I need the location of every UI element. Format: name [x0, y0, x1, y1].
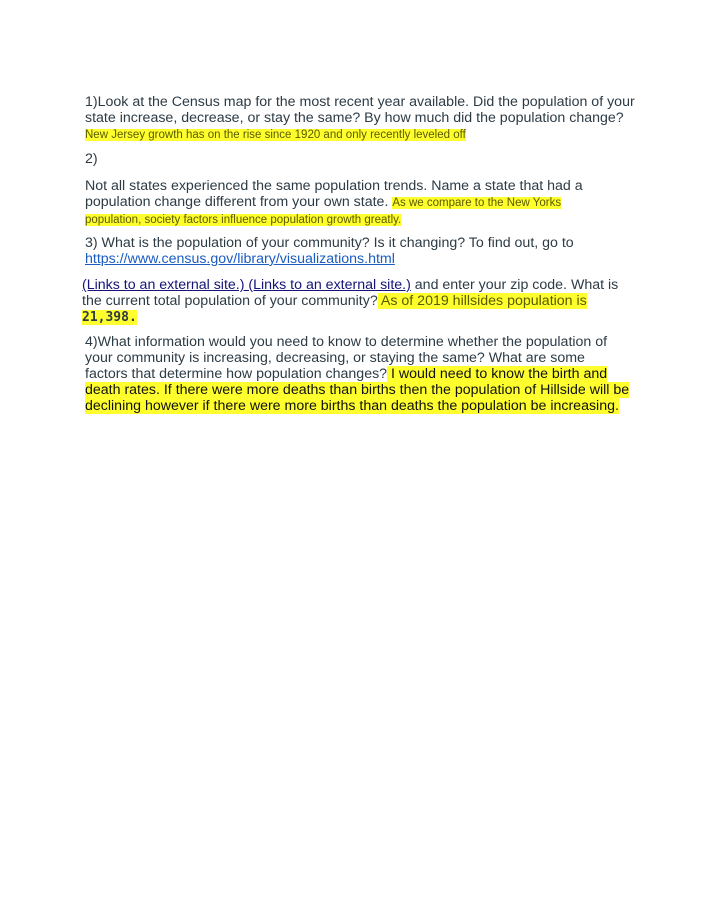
- question-1-paragraph: [85, 94, 645, 143]
- census-visualizations-link[interactable]: https://www.census.gov/library/visualizations.html: [85, 251, 395, 267]
- question-3-continued-paragraph: [82, 277, 632, 326]
- question-2-label: 2): [85, 151, 98, 167]
- question-2-paragraph: [85, 178, 585, 228]
- answer-1-text: New Jersey growth has on the rise since 1920 and only recently leveled off: [85, 129, 466, 141]
- question-4-text: 4)What information would you need to know to determine whether the population of your community is increasing, decreasing, or staying the same? What are some factors that determine how population changes?: [85, 334, 608, 382]
- question-3-continued-text: and enter your zip code. What is the current total population of your community?: [82, 277, 619, 309]
- question-2-number: [85, 151, 98, 167]
- external-site-link-2[interactable]: (Links to an external site.): [244, 277, 411, 293]
- answer-4-text: I would need to know the birth and death rates. If there were more deaths than births then the population of Hillside will be declining however if there were more births than deaths the population be increasing.: [85, 366, 630, 414]
- question-2-text: Not all states experienced the same population trends. Name a state that had a population change different from your own state.: [85, 178, 583, 210]
- question-3-text: 3) What is the population of your community? Is it changing? To find out, go to: [85, 235, 574, 251]
- answer-3-number: 21,398.: [82, 310, 137, 325]
- question-3-paragraph: [85, 235, 645, 267]
- question-1-text: 1)Look at the Census map for the most recent year available. Did the population of your state increase, decrease, or stay the same? By how much did the population change?: [85, 94, 635, 126]
- answer-2-text: As we compare to the New Yorks population, society factors influence population growth greatly.: [85, 197, 562, 226]
- external-site-link-1[interactable]: (Links to an external site.): [82, 277, 245, 293]
- answer-3-text: As of 2019 hillsides population is: [377, 293, 587, 309]
- question-4-paragraph: [85, 334, 630, 414]
